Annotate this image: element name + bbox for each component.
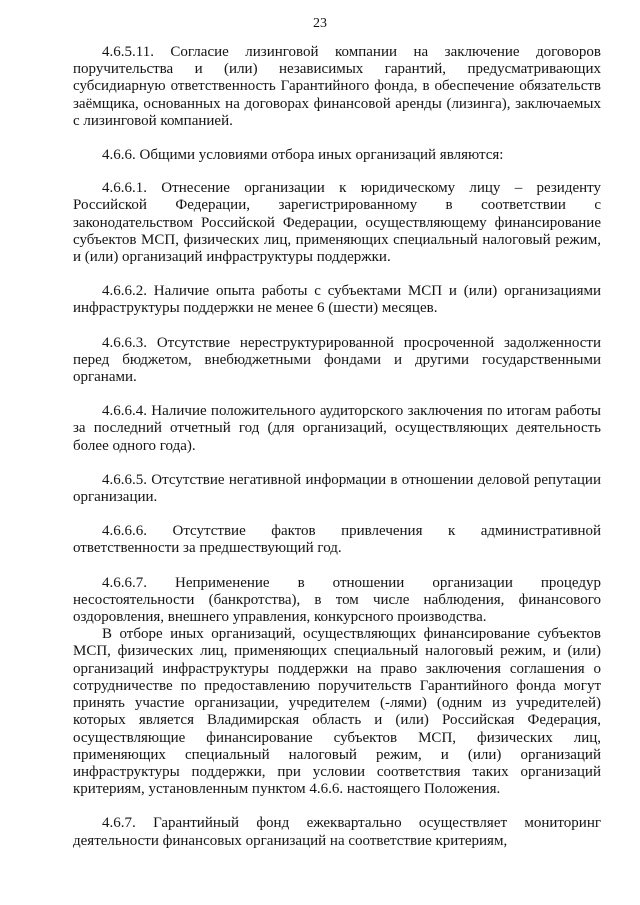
document-body — [73, 44, 601, 850]
page-number: 23 — [313, 16, 327, 31]
paragraph-4-6-6-4: 4.6.6.4. Наличие положительного аудиторского заключения по итогам работы за последний отчетный год (для организаций, осуществляющих деятельность более одного года). — [73, 403, 601, 454]
paragraph-4-6-6-2: 4.6.6.2. Наличие опыта работы с субъектами МСП и (или) организациями инфраструктуры поддержки не менее 6 (шести) месяцев. — [73, 283, 601, 317]
paragraph-4-6-6-6: 4.6.6.6. Отсутствие фактов привлечения к административной ответственности за предшествующий год. — [73, 523, 601, 557]
paragraph-4-6-6-7: 4.6.6.7. Неприменение в отношении организации процедур несостоятельности (банкротства), в том числе наблюдения, финансового оздоровления, внешнего управления, конкурсного производства. — [73, 574, 601, 626]
paragraph-selection-note: В отборе иных организаций, осуществляющих финансирование субъектов МСП, физических лиц, применяющих специальный налоговый режим, и (или) организаций инфраструктуры поддержки на право заключения соглашения о сотрудничестве по предоставлению поручительств Гарантийного фонда могут принять участие организации, учредителем (-лями) (одним из учредителей) которых является Владимирская область и (или) Российская Федерация, осуществляющие финансирование субъектов МСП, физических лиц, применяющих специальный налоговый режим, и (или) организаций инфраструктуры поддержки, при условии соответствия таких организаций критериям, установленным пунктом 4.6.6. настоящего Положения. — [73, 626, 601, 798]
paragraph-4-6-6: 4.6.6. Общими условиями отбора иных организаций являются: — [102, 146, 504, 163]
paragraph-4-6-5-11: 4.6.5.11. Согласие лизинговой компании на заключение договоров поручительства и (или) независимых гарантий, предусматривающих субсидиарную ответственность Гарантийного фонда, в обеспечение обязательств заёмщика, основанных на договорах финансовой аренды (лизинга), заключаемых с лизинговой компанией. — [73, 44, 601, 129]
paragraph-4-6-6-5: 4.6.6.5. Отсутствие негативной информации в отношении деловой репутации организации. — [73, 471, 601, 506]
paragraph-4-6-7: 4.6.7. Гарантийный фонд ежеквартально осуществляет мониторинг деятельности финансовых организаций на соответствие критериям, — [73, 815, 601, 849]
paragraph-4-6-6-3: 4.6.6.3. Отсутствие нереструктурированной просроченной задолженности перед бюджетом, внебюджетными фондами и другими государственными органами. — [73, 334, 601, 386]
paragraph-4-6-6-1: 4.6.6.1. Отнесение организации к юридическому лицу – резиденту Российской Федерации, зарегистрированному в соответствии с законодательством Российской Федерации, осуществляющему финансирование субъектов МСП, физических лиц, применяющих специальный налоговый режим, и (или) организаций инфраструктуры поддержки. — [73, 180, 601, 266]
